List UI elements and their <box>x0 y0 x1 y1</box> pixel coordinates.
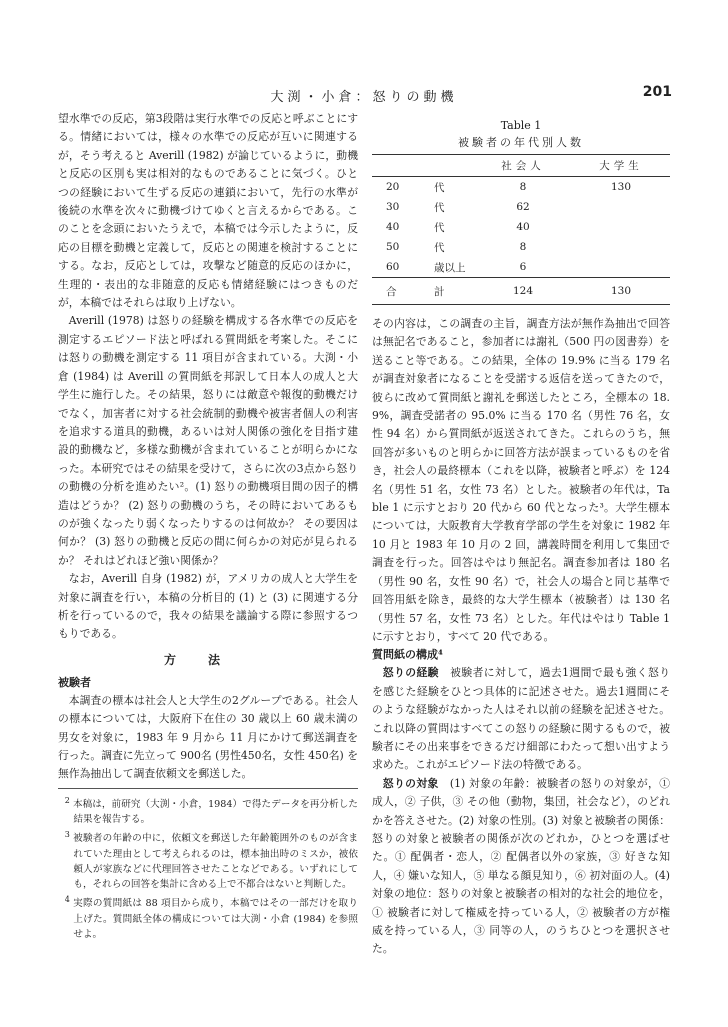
footnote-text: 本稿は，前研究（大渕・小倉，1984）で得たデータを再分析した結果を報告する。 <box>72 799 358 826</box>
left-column <box>58 110 358 942</box>
table-row <box>372 197 670 217</box>
row-suffix: 代 <box>434 201 445 214</box>
table-caption: Table 1 <box>500 119 542 132</box>
right-column <box>372 118 670 959</box>
table-cell: 124 <box>474 278 572 305</box>
table-cell <box>572 237 670 257</box>
footnote <box>58 892 358 942</box>
row-suffix: 代 <box>434 221 445 234</box>
subsection-heading: 被験者 <box>58 675 91 689</box>
footnote-rule <box>58 788 358 789</box>
row-suffix: 歳以上 <box>434 261 466 274</box>
runin-heading: 怒りの対象 <box>382 776 439 790</box>
footnote-text: 実際の質問紙は 88 項目から成り，本稿ではその一部だけを取り上げた。質問紙全体の構成については大渕・小倉 (1984) を参照せよ。 <box>73 898 358 940</box>
paragraph-text: (1) 対象の年齢：被験者の怒りの対象が，① 成人，② 子供，③ その他（動物，集団，社会など），のどれかを答えさせた。(2) 対象の性別。(3) 対象と被験者の関係：怒りの対象と被験者の関係が次のどれか，ひとつを選ばせた。① 配偶者・恋人，② 配偶者以外の家族，③ 好きな知人，④ 嫌いな知人，⑤ 単なる顔見知り，⑥ 初対面の人。(4) 対象の地位：怒りの対象と被験者の相対的な社会的地位を，① 被験者に対して権威を持っている人，② 被験者の方が権威を持っている人，③ 同等の人，のうちひとつを選択させた。 <box>372 776 670 956</box>
running-head: 大渕・小倉：怒りの動機 <box>270 90 458 105</box>
row-label: 30 <box>386 201 400 213</box>
footnote-mark: 4 <box>64 895 70 905</box>
table-title: 被験者の年代別人数 <box>458 136 584 149</box>
page-number: 201 <box>642 84 672 100</box>
table-cell <box>572 257 670 278</box>
row-label: 60 <box>386 261 400 273</box>
body-paragraph <box>372 664 670 774</box>
table-cell: 40 <box>516 221 530 233</box>
age-table <box>372 154 670 305</box>
row-suffix: 代 <box>434 181 445 194</box>
runin-heading: 怒りの経験 <box>382 666 439 680</box>
footnotes <box>58 793 358 942</box>
table-row <box>372 217 670 237</box>
table-cell: 130 <box>610 181 632 193</box>
body-paragraph: 本調査の標本は社会人と大学生の2グループである。社会人の標本については，大阪府下在住の 30 歳以上 60 歳未満の男女を対象に，1983 年 9 月から 11 月にかけて郵送調査を行った。調査に先立って 900名 (男性450名，女性 450名) を無作為抽出して調査依頼文を郵送した。 <box>58 693 358 781</box>
body-paragraph: なお，Averill 自身 (1982) が，アメリカの成人と大学生を対象に調査を行い，本稿の分析目的 (1) と (3) に関連する分析を行っているので，我々の結果を議論する際に参照するつもりである。 <box>58 572 358 641</box>
row-label: 20 <box>386 181 400 193</box>
paragraph-text: 被験者に対して，過去1週間で最も強く怒りを感じた経験をひとつ具体的に記述させた。過去1週間にそのような経験がなかった人はそれ以前の経験を記述させた。これ以降の質問はすべてこの怒りの経験に関するもので，被験者にその出来事をできるだけ細部にわたって想い出すよう求めた。これがエピソード法の特徴である。 <box>372 666 671 772</box>
table-cell: 130 <box>572 278 670 305</box>
row-suffix: 代 <box>434 241 445 254</box>
subsection-heading: 質問紙の構成⁴ <box>372 648 443 662</box>
table-cell <box>572 197 670 217</box>
table-header-cell: 社会人 <box>474 155 572 177</box>
row-label: 合 <box>372 278 432 305</box>
table-1 <box>372 118 670 305</box>
table-header-cell: 大学生 <box>572 155 670 177</box>
section-heading: 方法 <box>163 652 252 667</box>
body-paragraph: 望水準での反応，第3段階は実行水準での反応と呼ぶことにする。情緒においては，様々の水準での反応が互いに関連するが，そう考えると Averill (1982) が論じているように，動機と反応の区別も実は相対的なものであることに気づく。ひとつの経験において生ずる反応の連鎖において，先行の水準が後続の水準を次々に動機づけてゆくと言えるからである。このことを念頭においたうえで，本稿では今示したように，反応の目標を動機と定義して，反応との関連を検討することにする。なお，反応としては，攻撃など随意的反応のほかに，生理的・表出的な非随意的反応も情緒経験にはつきものだが，本稿ではそれらは取り上げない。 <box>58 112 358 310</box>
row-label: 50 <box>386 241 400 253</box>
body-paragraph <box>372 775 670 959</box>
table-header-blank <box>372 155 474 177</box>
table-row <box>372 237 670 257</box>
footnote-text: 被験者の年齢の中に，依頼文を郵送した年齢範囲外のものが含まれていた理由として考えられるのは，標本抽出時のミスか，被依頼人が家族などに代理回答させたことなどである。いずれにしても，それらの回答を集計に含める上で不都合はないと判断した。 <box>73 833 358 891</box>
table-cell: 8 <box>519 241 527 253</box>
row-suffix: 計 <box>432 278 474 305</box>
table-cell: 62 <box>516 201 530 213</box>
footnote <box>58 793 358 828</box>
footnote <box>58 827 358 892</box>
table-cell: 6 <box>519 261 527 273</box>
body-paragraph: その内容は，この調査の主旨，調査方法が無作為抽出で回答は無記名であること，参加者には謝礼（500 円の図書券）を送ること等である。この結果，全体の 19.9% に当る 179 名が調査対象者になることを受諾する返信を送ってきたので，彼らに改めて質問紙と謝礼を郵送したところ，全標本の 18.9%，調査受諾者の 95.0% に当る 170 名（男性 76 名，女性 94 名）から質問紙が返送されてきた。これらのうち，無回答が多いものと明らかに回答方法が誤まっているものを省き，社会人の最終標本（これを以降，被験者と呼ぶ）を 124 名（男性 51 名，女性 73 名）とした。被験者の年代は，Table 1 に示すとおり 20 代から 60 代となった³。大学生標本については，大阪教育大学教育学部の学生を対象に 1982 年 10 月と 1983 年 10 月の 2 回，講義時間を利用して集団で調査を行った。回答はやはり無記名。調査参加者は 180 名（男性 90 名，女性 90 名）で，社会人の場合と同じ基準で回答用紙を除き，最終的な大学生標本（被験者）は 130 名（男性 57 名，女性 73 名）とした。年代はやはり Table 1 に示すとおり，すべて 20 代である。 <box>372 317 670 643</box>
table-total-row <box>372 278 670 305</box>
table-cell <box>572 217 670 237</box>
body-paragraph: Averill (1978) は怒りの経験を構成する各水準での反応を測定するエピソード法と呼ばれる質問紙を考案した。そこには怒りの動機を測定する 11 項目が含まれている。大渕・小倉 (1984) は Averill の質問紙を邦訳して日本人の成人と大学生に施行した。その結果，怒りには敵意や報復的動機だけでなく，加害者に対する社会統制的動機や被害者個人の利害を追求する道具的動機，あるいは対人関係の強化を目指す建設的動機など，多様な動機が含まれていることが明らかになった。本研究ではその結果を受けて，さらに次の3点から怒りの動機の分析を進めたい²。(1) 怒りの動機項目間の因子的構造はどうか？ (2) 怒りの動機のうち，その時においてあるものが強くなったり弱くなったりするのは何故か？ その要因は何か？ (3) 怒りの動機と反応の間に何らかの対応が見られるか？ それはどれほど強い関係か？ <box>58 314 358 567</box>
footnote-mark: 2 <box>64 795 70 805</box>
table-row <box>372 177 670 198</box>
table-row <box>372 257 670 278</box>
footnote-mark: 3 <box>64 830 70 840</box>
table-cell: 8 <box>519 181 527 193</box>
table-header-row <box>372 155 670 177</box>
row-label: 40 <box>386 221 400 233</box>
